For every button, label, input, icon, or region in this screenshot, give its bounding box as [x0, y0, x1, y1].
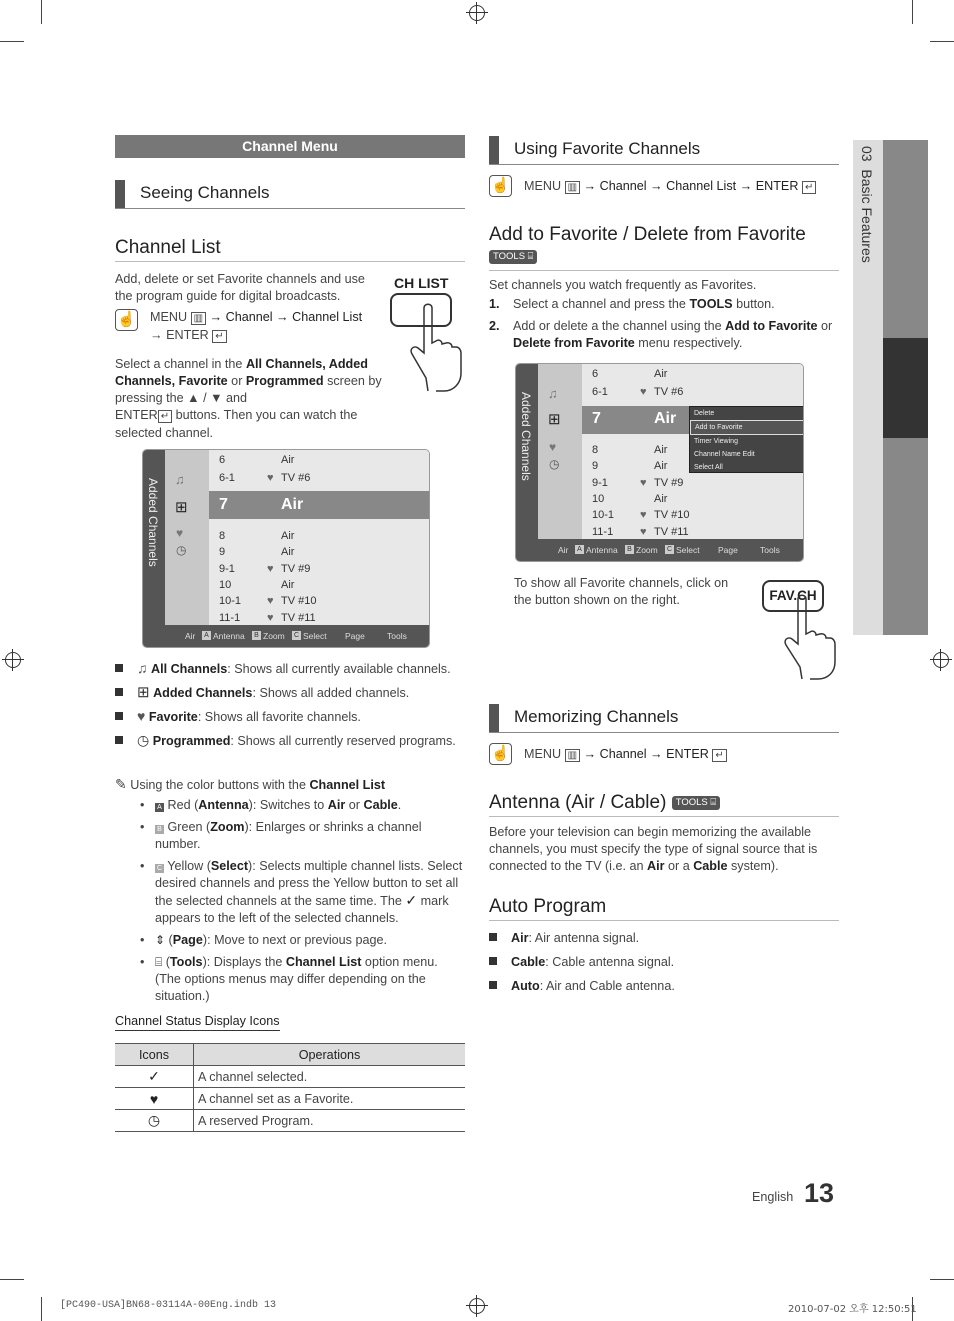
side-tab-block [883, 140, 928, 338]
menu-icon: ▥ [565, 749, 580, 762]
channel-number: 6 [219, 454, 226, 466]
enter-icon: ↵ [712, 749, 726, 762]
crop-mark [41, 1297, 42, 1321]
memorizing-heading: Memorizing Channels [489, 704, 839, 733]
channel-name: TV #11 [281, 612, 316, 624]
color-key-icon: B [625, 545, 634, 554]
heart-icon: ♥ [137, 708, 146, 724]
heart-icon: ♥ [267, 472, 274, 484]
menu-path-favorite [489, 175, 839, 199]
bottom-bar-item: Antenna [213, 631, 245, 641]
status-icons-table [115, 1043, 465, 1132]
side-tab [853, 140, 883, 635]
list-item: • A Red (Antenna): Switches to Air or Cable. [140, 798, 402, 812]
color-key-icon: A [575, 545, 584, 554]
page-footer [752, 1180, 840, 1210]
show-all-favorites-text: To show all Favorite channels, click on the button shown on the right. [514, 576, 729, 607]
added-channels-icon: ⊞ [175, 499, 188, 516]
bottom-bar-item: Zoom [636, 545, 658, 555]
all-channels-icon: ♫ [548, 386, 558, 401]
bottom-bar-item: Tools [387, 631, 407, 641]
table-cell: A reserved Program. [194, 1110, 466, 1132]
file-name: [PC490-USA]BN68-03114A-00Eng.indb 13 [60, 1300, 277, 1311]
color-key-icon: C [666, 546, 673, 553]
channel-name: TV #9 [281, 563, 311, 575]
hand-icon [780, 594, 840, 680]
popup-menu-item[interactable]: Delete [694, 410, 715, 417]
tools-badge: TOOLS ⌸ [489, 250, 537, 264]
heart-icon: ♥ [640, 526, 647, 538]
ch-list-label: CH LIST [394, 275, 449, 291]
fav-ch-illustration [762, 578, 842, 680]
menu-icon: ▥ [191, 312, 206, 325]
heart-icon: ♥ [267, 612, 274, 624]
menu-label: MENU [524, 747, 562, 761]
page-updown-icon: ⇕ [155, 933, 166, 947]
menu-label: MENU [150, 310, 188, 324]
menu-path-memorizing [489, 743, 839, 767]
channel-number: 10-1 [592, 509, 615, 521]
note-pencil-icon: ✎ [115, 776, 127, 792]
using-favorite-heading: Using Favorite Channels [489, 136, 839, 165]
bottom-bar-item: Air [185, 631, 196, 641]
section-bar: Channel Menu [115, 135, 465, 158]
channel-name: TV #6 [654, 386, 684, 398]
heart-icon: ♥ [549, 440, 557, 454]
crop-mark [0, 41, 24, 42]
bottom-bar-item: Select [303, 631, 327, 641]
heart-icon: ♥ [267, 595, 274, 607]
list-item: Auto: Air and Cable antenna. [489, 978, 834, 995]
auto-program-title: Auto Program [489, 896, 839, 921]
list-item: • ⌸ (Tools): Displays the Channel List option menu. (The options menus may differ depending on the situation.) [140, 955, 438, 1003]
bottom-bar [143, 625, 429, 647]
color-button-list [140, 797, 466, 1005]
seeing-channels-heading: Seeing Channels [115, 180, 465, 209]
channel-number: 6 [592, 368, 599, 380]
page-number: 13 [804, 1178, 835, 1208]
side-tab-block [883, 438, 928, 635]
channel-number: 10-1 [219, 595, 242, 607]
registration-mark-icon [5, 652, 21, 668]
list-item: • ⇕ (Page): Move to next or previous page. [140, 933, 387, 947]
crop-mark [912, 0, 913, 24]
crop-mark [0, 1279, 24, 1280]
channel-name: Air [281, 454, 295, 466]
menu-path-channel-list [115, 309, 385, 345]
selected-row[interactable] [209, 491, 429, 519]
side-label: Added Channels [146, 478, 160, 567]
clock-icon: ◷ [115, 1110, 194, 1132]
select-channel-text: Select a channel in the All Channels, Added Channels, Favorite or Programmed screen by pressing the ▲ / ▼ and ENTER ↵ buttons. Then you can watch the selected channel. [115, 357, 382, 440]
list-item: Cable: Cable antenna signal. [489, 954, 834, 978]
menu-hand-icon [489, 175, 512, 197]
list-item: Air: Air antenna signal. [489, 930, 834, 954]
bottom-bar-item: Select [676, 545, 700, 555]
enter-label: → ENTER [150, 328, 209, 342]
list-item: • B Green (Zoom): Enlarges or shrinks a channel number. [140, 820, 422, 851]
enter-icon: ↵ [158, 410, 172, 423]
channel-number: 7 [592, 410, 601, 427]
auto-program-list [489, 930, 834, 995]
registration-mark-icon [469, 1298, 485, 1314]
channel-name: Air [654, 410, 677, 427]
check-icon: ✓ [115, 1066, 194, 1088]
channel-number: 10 [592, 493, 605, 505]
crop-mark [930, 41, 954, 42]
side-label: Added Channels [519, 392, 533, 481]
red-a-key-icon: A [155, 803, 164, 812]
channel-name: TV #11 [654, 526, 689, 538]
chapter-label: Basic Features [859, 169, 875, 263]
popup-menu-item[interactable]: Select All [694, 464, 723, 471]
ch-list-illustration [388, 273, 466, 393]
channel-name: Air [654, 460, 668, 472]
added-channels-icon: ⊞ [548, 411, 561, 428]
registration-mark-icon [469, 5, 485, 21]
menu-path: → Channel → Channel List [209, 310, 363, 324]
list-item: • C Yellow (Select): Selects multiple channel lists. Select desired channels and press the Yellow button to set all the selected channels at the same time. The ✓ mark appears to the left of the selected channels. [140, 859, 463, 925]
heart-icon: ♥ [176, 526, 184, 540]
heart-icon: ♥ [640, 509, 647, 521]
channel-name: TV #10 [654, 509, 690, 521]
bottom-bar-item: Page [718, 545, 738, 555]
step-item: 2. Add or delete a the channel using the Add to Favorite or Delete from Favorite menu respectively. [489, 319, 833, 350]
yellow-c-key-icon: C [156, 865, 163, 872]
clock-icon: ◷ [176, 543, 187, 557]
channel-name: TV #6 [281, 472, 311, 484]
channel-number: 11-1 [592, 526, 614, 538]
print-date: 2010-07-02 오후 12:50:51 [788, 1304, 917, 1315]
channel-number: 10 [219, 579, 232, 591]
channel-number: 6-1 [219, 472, 235, 484]
channel-number: 9-1 [592, 477, 608, 489]
tools-badge: TOOLS ⌸ [672, 796, 720, 810]
channel-list-screen [142, 449, 430, 648]
list-item: ⊞ Added Channels: Shows all added channels. [115, 684, 470, 708]
bottom-bar-item: Zoom [263, 631, 285, 641]
heart-icon: ♥ [640, 477, 647, 489]
channel-name: Air [654, 444, 668, 456]
set-favorites-text: Set channels you watch frequently as Favorites. [489, 278, 757, 292]
channel-name: TV #9 [654, 477, 684, 489]
enter-icon: ↵ [802, 181, 816, 194]
color-key-icon: B [252, 631, 261, 640]
table-header: Operations [194, 1044, 466, 1066]
channel-number: 8 [592, 444, 599, 456]
channel-name: TV #10 [281, 595, 317, 607]
bottom-bar-item: Page [345, 631, 365, 641]
clock-icon: ◷ [137, 732, 150, 748]
add-favorite-title: Add to Favorite / Delete from Favorite TOOLS ⌸ [489, 224, 839, 271]
popup-menu-item[interactable]: Channel Name Edit [694, 451, 755, 458]
channel-list [209, 450, 429, 625]
table-row [115, 1110, 465, 1132]
status-icons-title: Channel Status Display Icons [115, 1014, 280, 1031]
channel-name: Air [654, 493, 668, 505]
list-item: ◷ Programmed: Shows all currently reserved programs. [115, 732, 470, 750]
favorite-menu-screen [515, 363, 804, 562]
antenna-title: Antenna (Air / Cable) TOOLS ⌸ [489, 792, 839, 817]
clock-icon: ◷ [549, 457, 560, 471]
table-cell: A channel selected. [194, 1066, 466, 1088]
channel-number: 8 [219, 530, 226, 542]
steps-list [489, 296, 834, 352]
bottom-bar-item: Air [558, 545, 569, 555]
channel-number: 7 [219, 496, 228, 513]
color-key-icon: A [202, 631, 211, 640]
chapter-number: 03 [859, 146, 875, 162]
heart-icon: ♥ [267, 563, 274, 575]
green-b-key-icon: B [155, 825, 164, 834]
channel-list-intro: Add, delete or set Favorite channels and use the program guide for digital broadcasts. [115, 272, 365, 303]
channel-number: 9-1 [219, 563, 235, 575]
bottom-bar-item: Tools [760, 545, 780, 555]
channel-name: Air [281, 546, 295, 558]
icon-column [538, 364, 582, 539]
side-tab-active [883, 338, 928, 438]
added-channels-icon: ⊞ [137, 684, 150, 701]
channel-number: 6-1 [592, 386, 608, 398]
channel-list-title: Channel List [115, 237, 465, 262]
heart-icon: ♥ [115, 1088, 194, 1110]
channel-number: 11-1 [219, 612, 241, 624]
bottom-bar-item: Antenna [586, 545, 618, 555]
channel-number: 9 [219, 546, 226, 558]
crop-mark [930, 1279, 954, 1280]
all-channels-icon: ♫ [137, 660, 148, 676]
channel-number: 9 [592, 460, 599, 472]
heart-icon: ♥ [640, 386, 647, 398]
channel-type-list [115, 660, 470, 750]
popup-menu-item[interactable]: Add to Favorite [690, 420, 804, 435]
channel-name: Air [281, 530, 295, 542]
menu-hand-icon [489, 743, 512, 765]
menu-hand-icon [115, 309, 138, 331]
menu-path: → Channel → ENTER [583, 747, 709, 761]
color-key-icon: C [293, 632, 300, 639]
menu-icon: ▥ [565, 181, 580, 194]
table-row [115, 1066, 465, 1088]
fav-ch-button: FAV.CH [762, 580, 824, 612]
bottom-bar [516, 539, 803, 561]
all-channels-icon: ♫ [175, 472, 185, 487]
table-cell: A channel set as a Favorite. [194, 1088, 466, 1110]
registration-mark-icon [933, 652, 949, 668]
antenna-text: Before your television can begin memorizing the available channels, you must specify the type of signal source that is connected to the TV (i.e. an Air or a Cable system). [489, 825, 818, 873]
list-item: ♫ All Channels: Shows all currently available channels. [115, 660, 470, 684]
channel-name: Air [654, 368, 668, 380]
step-item: 1. Select a channel and press the TOOLS button. [489, 297, 775, 311]
channel-name: Air [281, 496, 304, 513]
hand-icon [406, 303, 466, 393]
menu-path: → Channel → Channel List → ENTER [583, 179, 799, 193]
icon-column [165, 450, 209, 625]
tools-popup-menu [689, 406, 804, 473]
language-label: English [752, 1190, 794, 1204]
tools-icon: ⌸ [155, 955, 163, 969]
channel-name: Air [281, 579, 295, 591]
table-header: Icons [115, 1044, 194, 1066]
enter-icon: ↵ [212, 330, 226, 343]
check-icon: ✓ [405, 892, 418, 908]
menu-label: MENU [524, 179, 562, 193]
crop-mark [41, 0, 42, 24]
popup-menu-item[interactable]: Timer Viewing [694, 438, 738, 445]
list-item: ♥ Favorite: Shows all favorite channels. [115, 708, 470, 732]
color-button-note: ✎ Using the color buttons with the Channel List [115, 776, 386, 792]
table-row [115, 1088, 465, 1110]
